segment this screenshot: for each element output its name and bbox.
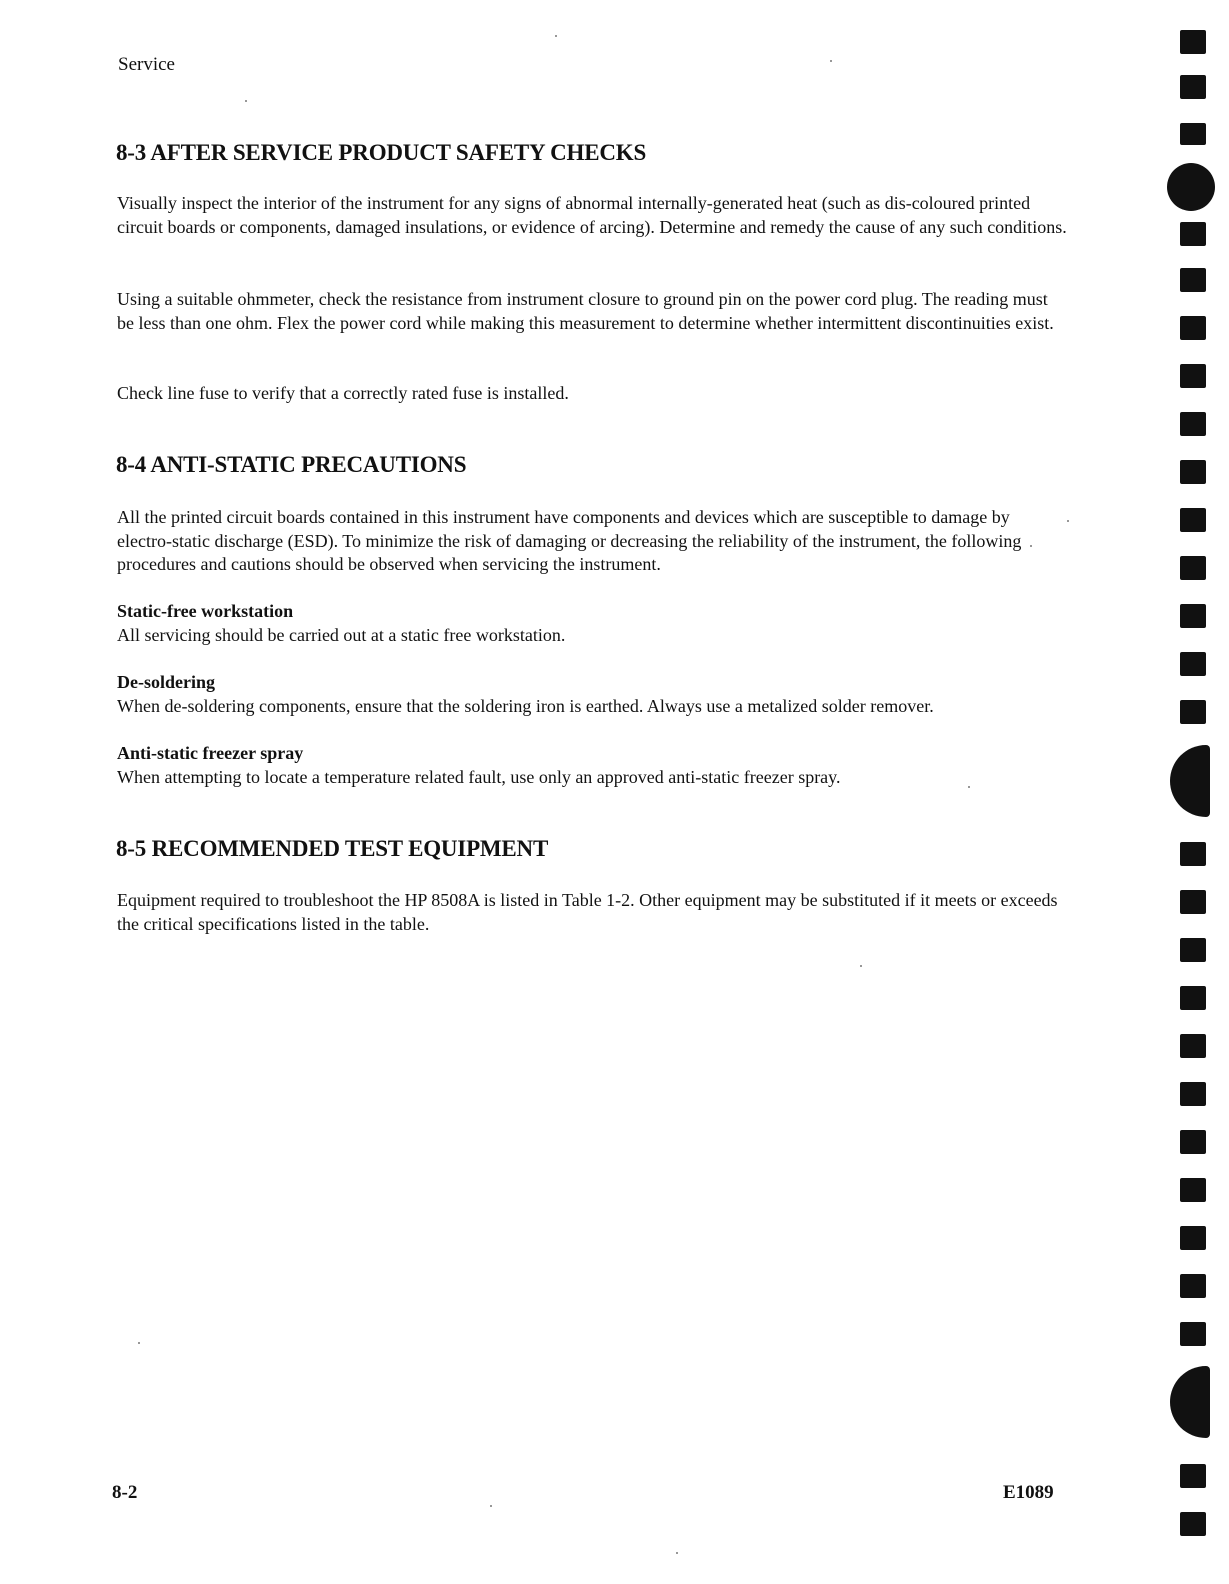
- scan-speck: [1067, 520, 1069, 522]
- binder-hole: [1180, 986, 1206, 1010]
- subsection-text: All servicing should be carried out at a static free workstation.: [117, 624, 566, 645]
- paragraph: Using a suitable ohmmeter, check the resistance from instrument closure to ground pin on the power cord plug. The reading must be less than one ohm. Flex the power cord while making this measurement to determine whether intermittent discontinuities exist.: [117, 289, 1054, 333]
- paragraph: Equipment required to troubleshoot the HP 8508A is listed in Table 1-2. Other equipment may be substituted if it meets or exceeds the critical specifications listed in the table.: [117, 890, 1058, 934]
- binder-hole: [1180, 508, 1206, 532]
- document-code: E1089: [1003, 1482, 1054, 1503]
- scan-speck: [138, 1342, 140, 1344]
- binder-hole: [1180, 1322, 1206, 1346]
- binder-hole: [1180, 842, 1206, 866]
- paragraph: Visually inspect the interior of the instrument for any signs of abnormal internally-generated heat (such as dis-coloured printed circuit boards or components, damaged insulations, or evidence of arcing). Determine and remedy the cause of any such conditions.: [117, 193, 1067, 237]
- binder-hole: [1180, 604, 1206, 628]
- binder-hole: [1180, 222, 1206, 246]
- scan-speck: [490, 1505, 492, 1507]
- binder-hole: [1180, 1274, 1206, 1298]
- binder-hole: [1180, 1178, 1206, 1202]
- scan-speck: [676, 1552, 678, 1554]
- scan-speck: [830, 60, 832, 62]
- paragraph: All the printed circuit boards contained in this instrument have components and devices which are susceptible to damage by electro-static discharge (ESD). To minimize the risk of damaging or decreasing the reliability of the instrument, the following procedures and cautions should be observed when servicing the instrument.: [117, 507, 1022, 574]
- section-heading-8-4: 8-4 ANTI-STATIC PRECAUTIONS: [116, 452, 467, 477]
- binder-hole: [1180, 316, 1206, 340]
- binder-hole: [1180, 1130, 1206, 1154]
- scan-speck: [1030, 545, 1032, 547]
- binder-hole: [1180, 460, 1206, 484]
- binder-hole: [1180, 1034, 1206, 1058]
- running-header: Service: [118, 54, 175, 75]
- binder-hole: [1180, 30, 1206, 54]
- binder-ring-hole: [1170, 1366, 1210, 1438]
- subsection-title: Static-free workstation: [117, 601, 294, 621]
- subsection-title: Anti-static freezer spray: [117, 743, 304, 763]
- binder-hole: [1180, 412, 1206, 436]
- section-heading-8-3: 8-3 AFTER SERVICE PRODUCT SAFETY CHECKS: [116, 140, 647, 165]
- section-heading-8-5: 8-5 RECOMMENDED TEST EQUIPMENT: [116, 836, 549, 861]
- binder-hole: [1180, 556, 1206, 580]
- subsection-freezer-spray: [117, 742, 1067, 789]
- binder-hole: [1180, 1464, 1206, 1488]
- scan-speck: [860, 965, 862, 967]
- subsection-text: When de-soldering components, ensure that the soldering iron is earthed. Always use a metalized solder remover.: [117, 695, 934, 716]
- binder-hole: [1180, 938, 1206, 962]
- binder-ring-hole: [1167, 163, 1215, 211]
- binder-hole: [1180, 700, 1206, 724]
- binder-hole: [1180, 1082, 1206, 1106]
- binder-hole: [1180, 268, 1206, 292]
- binder-hole: [1180, 364, 1206, 388]
- subsection-text: When attempting to locate a temperature related fault, use only an approved anti-static freezer spray.: [117, 766, 841, 787]
- subsection-de-soldering: [117, 671, 1067, 718]
- subsection-title: De-soldering: [117, 672, 215, 692]
- binder-hole: [1180, 1226, 1206, 1250]
- scan-speck: [245, 100, 247, 102]
- binder-hole: [1180, 75, 1206, 99]
- binder-hole: [1180, 123, 1206, 145]
- binder-hole: [1180, 1512, 1206, 1536]
- paragraph: Check line fuse to verify that a correctly rated fuse is installed.: [117, 383, 569, 403]
- scan-speck: [555, 35, 557, 37]
- scan-speck: [968, 786, 970, 788]
- binder-ring-hole: [1170, 745, 1210, 817]
- binder-hole: [1180, 890, 1206, 914]
- subsection-static-free: [117, 600, 1067, 647]
- page-number: 8-2: [112, 1482, 138, 1503]
- binder-hole: [1180, 652, 1206, 676]
